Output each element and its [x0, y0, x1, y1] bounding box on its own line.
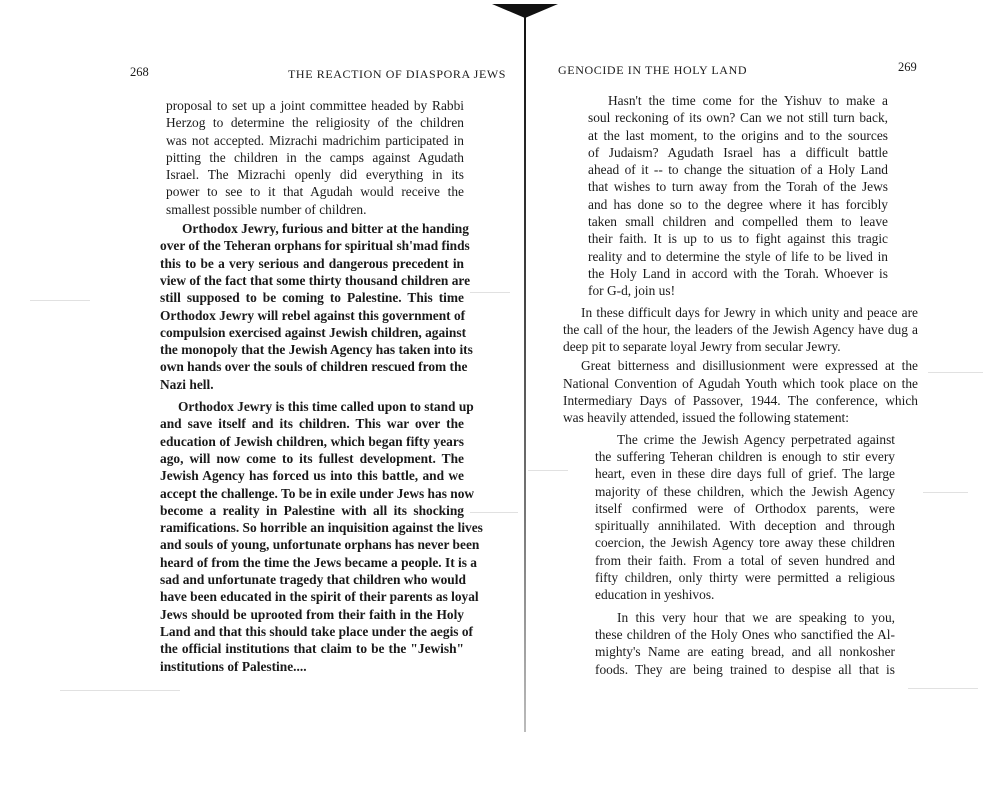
text-line: Jews should be uprooted from their faith in the Holy [160, 606, 464, 622]
text-line: itself confirmed were of Orthodox parents, were [595, 500, 895, 516]
scan-smudge [923, 492, 968, 493]
scan-smudge [60, 690, 180, 691]
text-line: the Holy Land in accord with the Torah. Whoever is [588, 265, 888, 281]
text-line: and souls of young, unfortunate orphans has never been [160, 537, 480, 553]
text-line: Hasn't the time come for the Yishuv to make a [608, 93, 888, 108]
text-line: and save itself and its children. This war over the [160, 416, 464, 432]
text-line: Israel. The Mizrachi openly did everything in its [166, 167, 464, 183]
text-line: have been educated in the spirit of their parents as loyal [160, 589, 479, 605]
paragraph [160, 97, 464, 218]
text-line: institutions of Palestine.... [160, 658, 307, 674]
text-line: was heavily attended, issued the following statement: [563, 410, 849, 426]
text-line: The crime the Jewish Agency perpetrated against [617, 431, 895, 447]
text-line: reality and to determine the style of life to be lived in [588, 248, 888, 264]
text-line: deep pit to separate loyal Jewry from secular Jewry. [563, 339, 841, 355]
scan-smudge [908, 688, 978, 689]
text-line: pitting the children in the camps against Agudath [166, 149, 464, 165]
running-head: GENOCIDE IN THE HOLY LAND [558, 63, 748, 77]
right-text-column [563, 92, 923, 678]
running-head: THE REACTION OF DIASPORA JEWS [288, 67, 507, 81]
page-number: 269 [898, 60, 917, 74]
text-line: the official institutions that claim to be the "Jewish" [160, 641, 464, 657]
text-line: the call of the hour, the leaders of the Jewish Agency have dug a [563, 321, 918, 337]
text-line: heart, even in these dire days full of grief. The large [595, 466, 895, 482]
right-page [528, 0, 1003, 802]
text-line: proposal to set up a joint committee headed by Rabbi [166, 98, 464, 113]
text-line: own hands over the souls of children rescued from the [160, 359, 468, 375]
text-line: Herzog to determine the religiosity of the children [166, 115, 464, 131]
book-gutter [524, 12, 526, 732]
scan-smudge [470, 512, 518, 513]
text-line: Land and that this should take place under the aegis of [160, 623, 474, 639]
text-line: heard of from the time the Jews became a people. It is a [160, 554, 477, 570]
scan-smudge [30, 300, 90, 301]
text-line: education in yeshivos. [595, 587, 715, 603]
paragraph [563, 304, 918, 356]
text-line: spiritually annihilated. With deception and through [595, 518, 895, 534]
text-line: was not accepted. Mizrachi madrichim participated in [166, 132, 464, 148]
text-line: mighty's Name are eating bread, and all nonkosher [595, 644, 895, 660]
text-line: smallest possible number of children. [166, 201, 367, 217]
text-line: fifty children, only thirty were permitted a religious [595, 570, 895, 586]
text-line: soul reckoning of its own? Can we not still turn back, [588, 110, 888, 126]
text-line: the monopoly that the Jewish Agency has taken into its [160, 342, 473, 358]
text-line: majority of these children, which the Jewish Agency [595, 483, 895, 499]
text-line: education of Jewish children, which began fifty years [160, 433, 464, 449]
text-line: Nazi hell. [160, 376, 214, 392]
block-quote [563, 92, 888, 300]
text-line: from their faith. From a total of seven hundred and [595, 552, 895, 568]
paragraph [563, 357, 918, 426]
text-line: power to see to it that Agudah would receive the [166, 184, 464, 200]
text-line: this to be a very serious and dangerous precedent in [160, 255, 464, 271]
text-line: coercion, the Jewish Agency tore away these children [595, 535, 895, 551]
text-line: In this very hour that we are speaking to you, [617, 609, 895, 625]
text-line: the suffering Teheran children is enough to stir every [595, 448, 895, 464]
text-line: In these difficult days for Jewry in which unity and peace are [581, 304, 918, 320]
text-line: foods. They are being trained to despise all that is [595, 661, 895, 677]
text-line: their faith. It is up to us to fight against this tragic [588, 231, 888, 247]
block-quote [563, 431, 895, 604]
text-line: become a reality in Palestine with all its shocking [160, 502, 464, 518]
text-line: compulsion exercised against Jewish children, against [160, 324, 467, 340]
left-text-column [160, 97, 483, 675]
text-line: National Convention of Agudah Youth which took place on the [563, 375, 918, 391]
text-line: accept the challenge. To be in exile under Jews has now [160, 485, 475, 501]
text-line: over of the Teheran orphans for spiritual sh'mad finds [160, 238, 470, 254]
block-quote [563, 609, 895, 678]
page-number: 268 [130, 65, 149, 79]
paragraph [160, 220, 473, 393]
text-line: Orthodox Jewry, furious and bitter at the handing [182, 221, 469, 237]
scan-smudge [528, 470, 568, 471]
text-line: for G-d, join us! [588, 283, 676, 299]
text-line: Orthodox Jewry is this time called upon to stand up [178, 399, 474, 415]
text-line: Jewish Agency has forced us into this battle, and we [160, 468, 464, 484]
text-line: sad and unfortunate tragedy that children who would [160, 572, 466, 588]
text-line: view of the fact that some thirty thousand children are [160, 272, 471, 288]
scan-smudge [928, 372, 983, 373]
text-line: Great bitterness and disillusionment were expressed at the [581, 358, 918, 374]
text-line: still supposed to be coming to Palestine. This time [160, 290, 464, 306]
text-line: taken small children and compelled them to leave [588, 214, 888, 230]
text-line: these children of the Holy Ones who sanctified the Al- [595, 626, 895, 642]
text-line: Intermediary Days of Passover, 1944. The conference, which [563, 393, 918, 409]
text-line: at the last moment, to the origins and to the sources [588, 127, 888, 143]
text-line: that wishes to turn away from the Torah of the Jews [588, 179, 888, 195]
text-line: of Judaism? Agudath Israel has a difficult battle [588, 144, 888, 160]
scan-smudge [470, 292, 510, 293]
paragraph [160, 398, 483, 675]
text-line: ago, will now come to its fullest development. The [160, 450, 464, 466]
text-line: Orthodox Jewry will rebel against this government of [160, 307, 466, 323]
text-line: and has done so to the degree where it has forcibly [588, 196, 888, 212]
text-line: ramifications. So horrible an inquisition against the lives [160, 520, 483, 536]
text-line: ahead of it -- to change the situation of a Holy Land [588, 162, 888, 178]
